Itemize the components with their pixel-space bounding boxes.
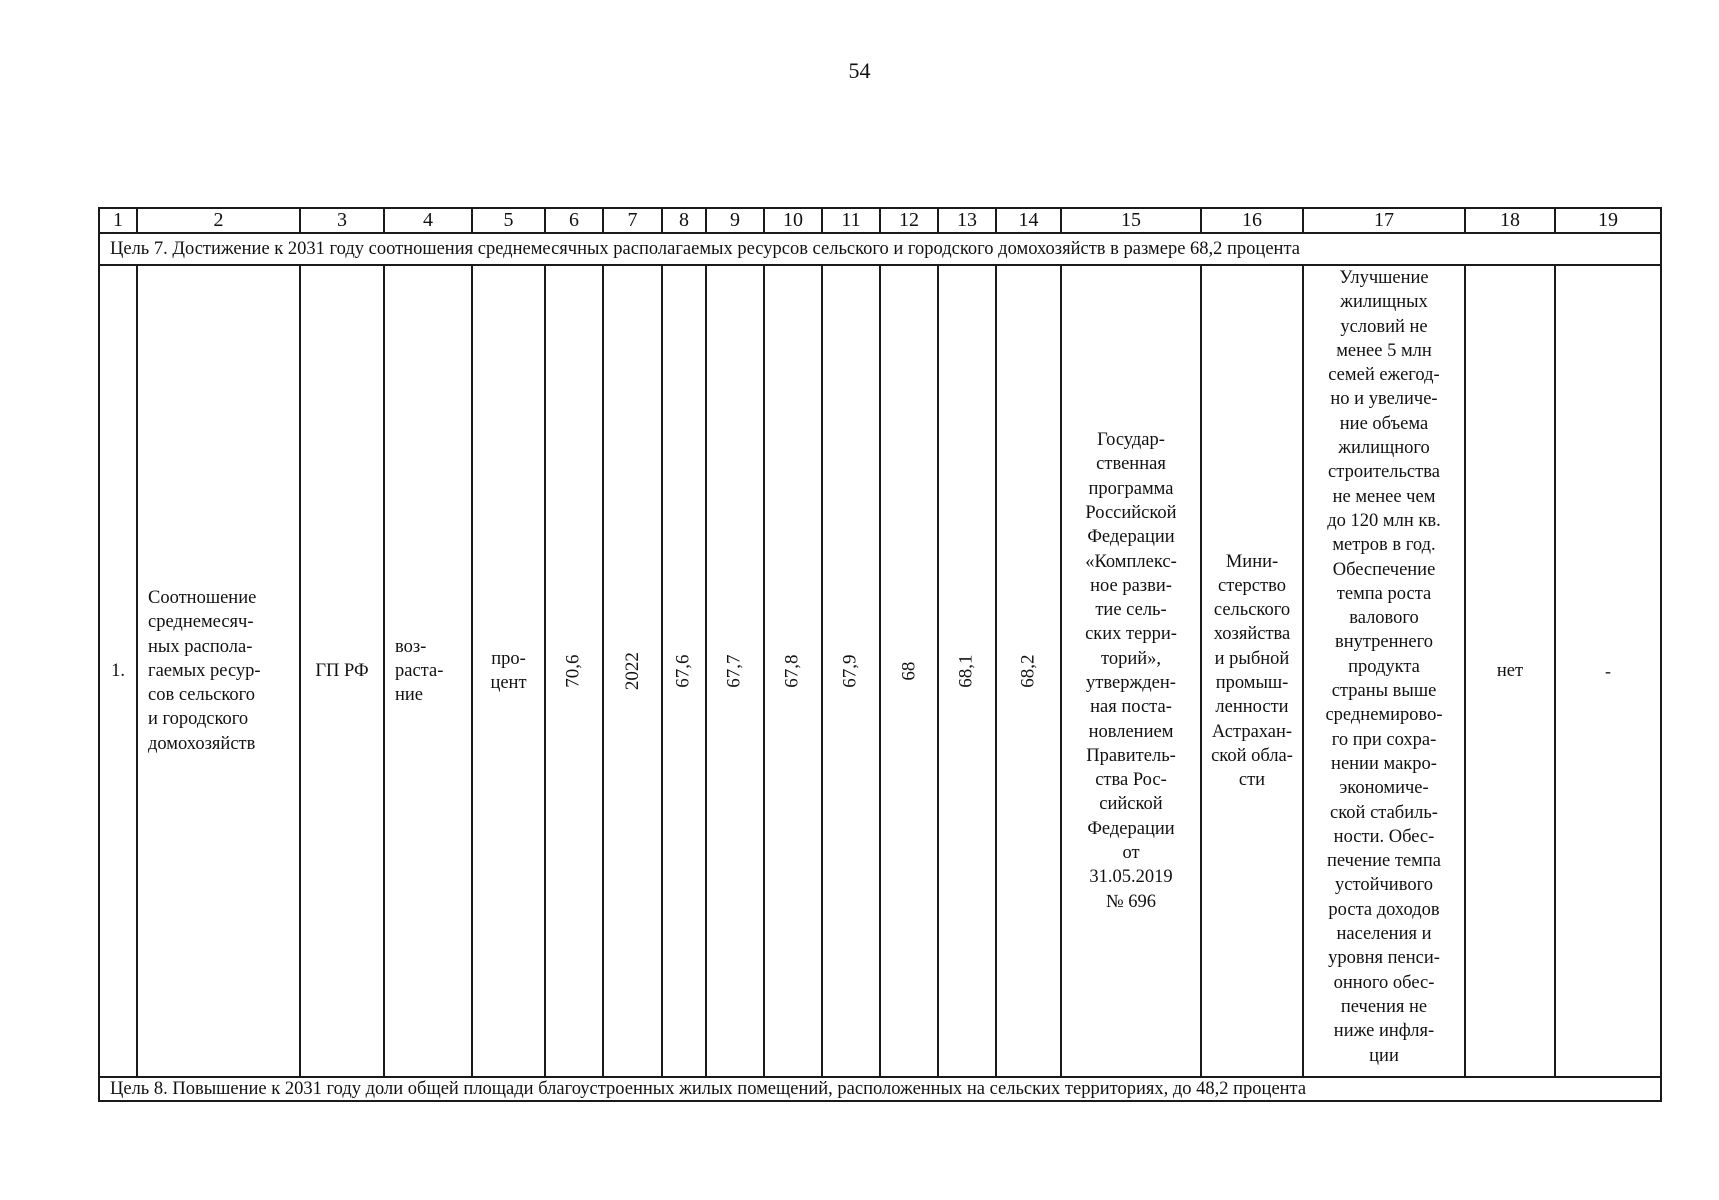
value-col-8: 67,6: [662, 265, 706, 1077]
goal-8-row: [99, 1077, 1661, 1101]
col-header-13: 13: [938, 208, 996, 233]
base-value: 70,6: [562, 654, 584, 688]
national-goal-cell: Улучшение жилищных условий не менее 5 млн семей ежегод- но и увеличе- ние объема жилищного строительства не менее чем до 120 млн кв. метров в год. Обеспечение темпа роста валового внутреннего продукта страны выше среднемирово- го при сохра- нении макро- экономиче- ской стабиль- ности. Обес- печение темпа устойчивого роста доходов населения и уровня пенси- онного обес- печения не ниже инфля- ции: [1303, 265, 1465, 1077]
indicators-table: [98, 207, 1662, 1102]
col-header-9: 9: [706, 208, 764, 233]
col-header-5: 5: [472, 208, 545, 233]
row-number: 1.: [99, 265, 137, 1077]
col-header-14: 14: [996, 208, 1061, 233]
info-system-cell: нет: [1465, 265, 1555, 1077]
goal-8-text: Цель 8. Повышение к 2031 году доли общей площади благоустроенных жилых помещений, расположенных на сельских территориях, до 48,2 процента: [99, 1077, 1661, 1101]
trend-cell: воз- раста- ние: [384, 265, 472, 1077]
value-col-13: 68,1: [938, 265, 996, 1077]
base-value-cell: [545, 265, 603, 1077]
col-header-3: 3: [300, 208, 384, 233]
value-col-9: 67,7: [706, 265, 764, 1077]
col-header-12: 12: [880, 208, 938, 233]
indicator-name: Соотношение среднемесяч- ных распола- гаемых ресур- сов сельского и городского домохозяйств: [137, 265, 300, 1077]
page-number: 54: [848, 58, 871, 83]
col-header-10: 10: [764, 208, 822, 233]
base-year: 2022: [621, 651, 643, 690]
table-row: [99, 265, 1661, 1077]
col-header-6: 6: [545, 208, 603, 233]
col-header-8: 8: [662, 208, 706, 233]
col-header-1: 1: [99, 208, 137, 233]
goal-7-text: Цель 7. Достижение к 2031 году соотношения среднемесячных располагаемых ресурсов сельского и городского домохозяйств в размере 68,2 процента: [99, 233, 1661, 265]
col-header-7: 7: [603, 208, 662, 233]
col-header-15: 15: [1061, 208, 1201, 233]
program-document-cell: Государ- ственная программа Российской Федерации «Комплекс- ное разви- тие сель- ских терри- торий», утвержден- ная поста- новлением Правитель- ства Рос- сийской Федерации от 31.05.2019 № 696: [1061, 265, 1201, 1077]
responsible-body-cell: Мини- стерство сельского хозяйства и рыбной промыш- ленности Астрахан- ской обла- сти: [1201, 265, 1303, 1077]
value-col-14: 68,2: [996, 265, 1061, 1077]
value-col-11: 67,9: [822, 265, 880, 1077]
value-col-12: 68: [880, 265, 938, 1077]
col-header-11: 11: [822, 208, 880, 233]
col-header-17: 17: [1303, 208, 1465, 233]
col-header-16: 16: [1201, 208, 1303, 233]
col-header-4: 4: [384, 208, 472, 233]
value-col-10: 67,8: [764, 265, 822, 1077]
unit-cell: про- цент: [472, 265, 545, 1077]
col-header-18: 18: [1465, 208, 1555, 233]
column-number-row: [99, 208, 1661, 233]
col-header-19: 19: [1555, 208, 1661, 233]
source-cell: ГП РФ: [300, 265, 384, 1077]
col-19-cell: -: [1555, 265, 1661, 1077]
base-year-cell: [603, 265, 662, 1077]
col-header-2: 2: [137, 208, 300, 233]
goal-7-row: [99, 233, 1661, 265]
